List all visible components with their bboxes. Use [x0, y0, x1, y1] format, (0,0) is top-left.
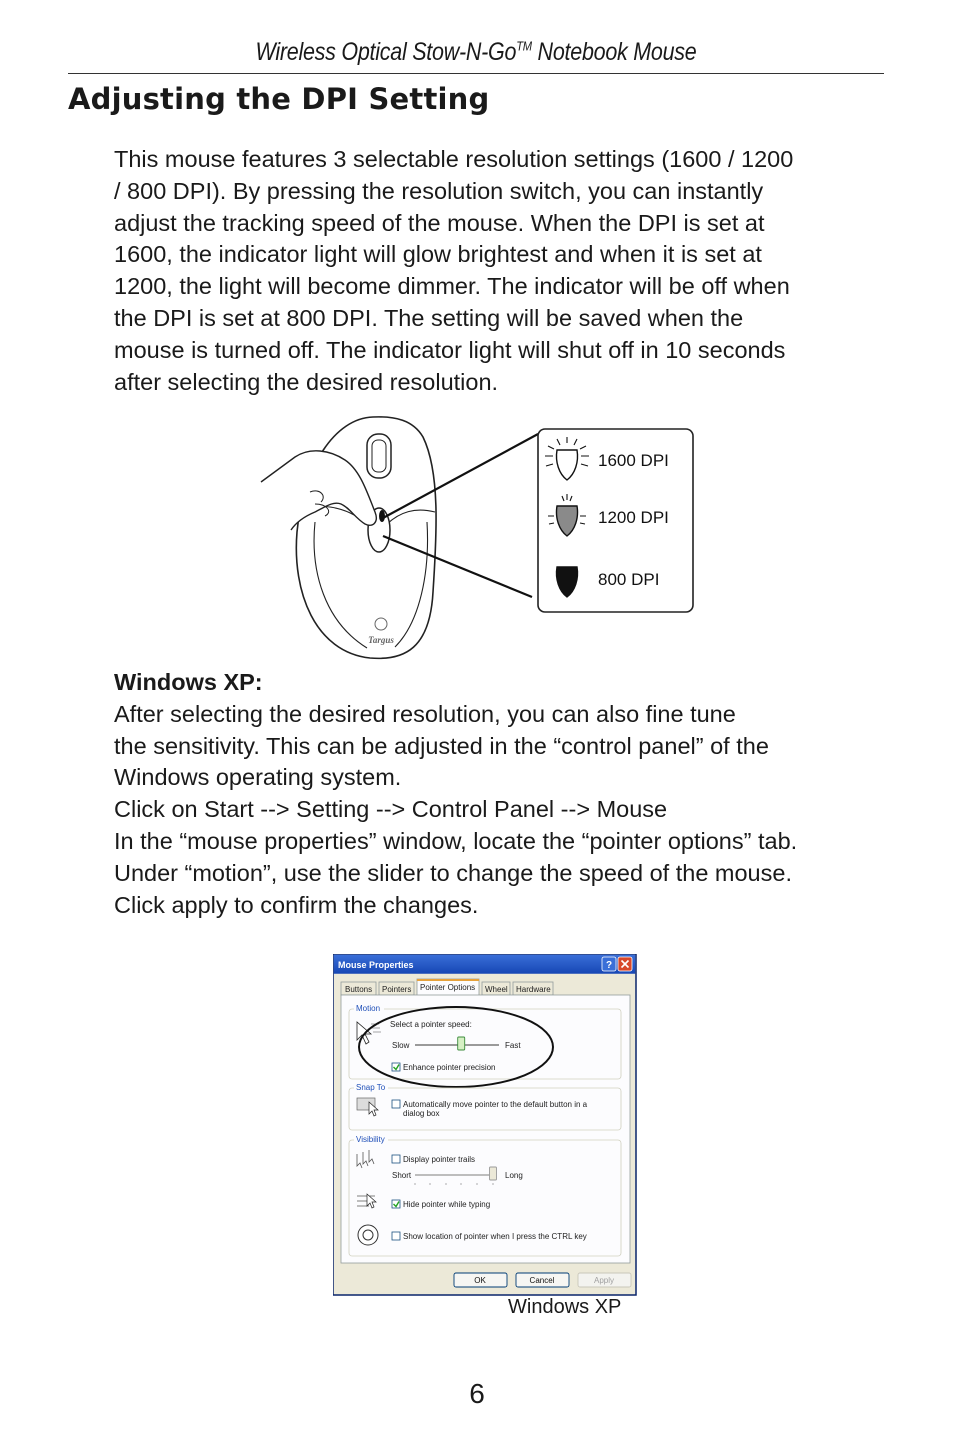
figure-caption: Windows XP: [508, 1296, 622, 1318]
tab-label: Buttons: [345, 985, 373, 994]
targus-logo: Targus: [368, 635, 394, 645]
xp-line: the sensitivity. This can be adjusted in the “control panel” of the: [114, 732, 769, 759]
ok-button-label: OK: [474, 1276, 486, 1285]
intro-line: after selecting the desired resolution.: [114, 368, 499, 395]
apply-button[interactable]: [578, 1273, 631, 1287]
trademark-mark: TM: [516, 38, 532, 54]
tab-buttons[interactable]: [341, 982, 376, 995]
intro-line: mouse is turned off. The indicator light will shut off in 10 seconds: [114, 336, 786, 363]
xp-line: Click on Start --> Setting --> Control Panel --> Mouse: [114, 796, 668, 823]
running-header: [125, 38, 827, 67]
tab-label: Wheel: [485, 985, 508, 994]
xp-line: Windows operating system.: [114, 764, 402, 791]
tab-hardware[interactable]: [513, 982, 553, 995]
show-location-icon: [358, 1225, 378, 1245]
tab-wheel[interactable]: [482, 982, 510, 995]
intro-line: This mouse features 3 selectable resolution settings (1600 / 1200: [114, 146, 794, 172]
windows-xp-heading: Windows XP:: [114, 669, 263, 695]
tab-pointers[interactable]: [379, 982, 414, 995]
slow-label: Slow: [392, 1041, 410, 1050]
tab-pointer-options[interactable]: [417, 979, 479, 996]
running-title: Wireless Optical Stow-N-Go: [255, 38, 517, 66]
apply-button-label: Apply: [593, 1276, 615, 1285]
intro-line: 1200, the light will become dimmer. The indicator will be off when: [114, 273, 790, 300]
pointer-speed-label: Select a pointer speed:: [390, 1020, 472, 1029]
tab-panel: [341, 995, 630, 1263]
motion-group-label: Motion: [356, 1004, 381, 1013]
xp-line: Click apply to confirm the changes.: [114, 891, 479, 918]
xp-line: Under “motion”, use the slider to change the speed of the mouse.: [114, 859, 792, 886]
intro-line: the DPI is set at 800 DPI. The setting will be saved when the: [114, 304, 744, 331]
mouse-dpi-illustration: [255, 412, 700, 662]
help-icon: ?: [605, 960, 613, 971]
cancel-button-label: Cancel: [529, 1276, 555, 1285]
hide-pointer-label: Hide pointer while typing: [403, 1200, 491, 1209]
running-title-suffix: Notebook Mouse: [531, 38, 697, 66]
intro-line: / 800 DPI). By pressing the resolution switch, you can instantly: [114, 177, 764, 204]
close-button[interactable]: [618, 957, 632, 971]
intro-line: 1600, the indicator light will glow brightest and when it is set at: [114, 241, 762, 268]
scroll-wheel: [367, 434, 391, 478]
intro-line: adjust the tracking speed of the mouse. When the DPI is set at: [114, 209, 765, 236]
snap-to-checkbox[interactable]: [392, 1100, 400, 1108]
pointer-trails-checkbox[interactable]: [392, 1155, 400, 1163]
xp-line: After selecting the desired resolution, you can also fine tune: [114, 700, 736, 727]
xp-line: In the “mouse properties” window, locate the “pointer options” tab.: [114, 827, 798, 854]
hide-pointer-checkbox[interactable]: [392, 1200, 400, 1208]
tab-label: Pointer Options: [420, 983, 476, 992]
mouse-properties-dialog: [333, 954, 637, 1296]
tab-label: Pointers: [382, 985, 412, 994]
dpi-indicator-light: [379, 510, 385, 522]
snap-to-group-label: Snap To: [356, 1083, 386, 1092]
windows-xp-section: [114, 667, 894, 921]
ok-button[interactable]: [454, 1273, 507, 1287]
fast-label: Fast: [505, 1041, 521, 1050]
header-rule: [68, 73, 884, 74]
dialog-title: Mouse Properties: [338, 960, 414, 970]
help-button[interactable]: [602, 957, 616, 971]
dpi-label-800: 800 DPI: [598, 570, 660, 589]
section-title: Adjusting the DPI Setting: [68, 82, 490, 116]
intro-paragraph: [114, 144, 894, 398]
pointer-trails-label: Display pointer trails: [403, 1155, 476, 1164]
page-number: 6: [469, 1378, 485, 1409]
visibility-group-label: Visibility: [356, 1135, 385, 1144]
speed-slider-thumb[interactable]: [458, 1037, 465, 1050]
long-label: Long: [505, 1171, 523, 1180]
snap-to-label: Automatically move pointer to the default button in a: [403, 1100, 588, 1109]
enhance-precision-label: Enhance pointer precision: [403, 1063, 496, 1072]
short-label: Short: [392, 1171, 412, 1180]
tab-label: Hardware: [516, 985, 551, 994]
show-location-label: Show location of pointer when I press the CTRL key: [403, 1232, 587, 1241]
enhance-precision-checkbox[interactable]: [392, 1063, 400, 1071]
show-location-checkbox[interactable]: [392, 1232, 400, 1240]
dpi-label-1600: 1600 DPI: [598, 451, 669, 470]
snap-to-label-cont: dialog box: [403, 1109, 440, 1118]
trails-slider-thumb[interactable]: [490, 1167, 497, 1180]
cancel-button[interactable]: [516, 1273, 569, 1287]
dpi-label-1200: 1200 DPI: [598, 508, 669, 527]
